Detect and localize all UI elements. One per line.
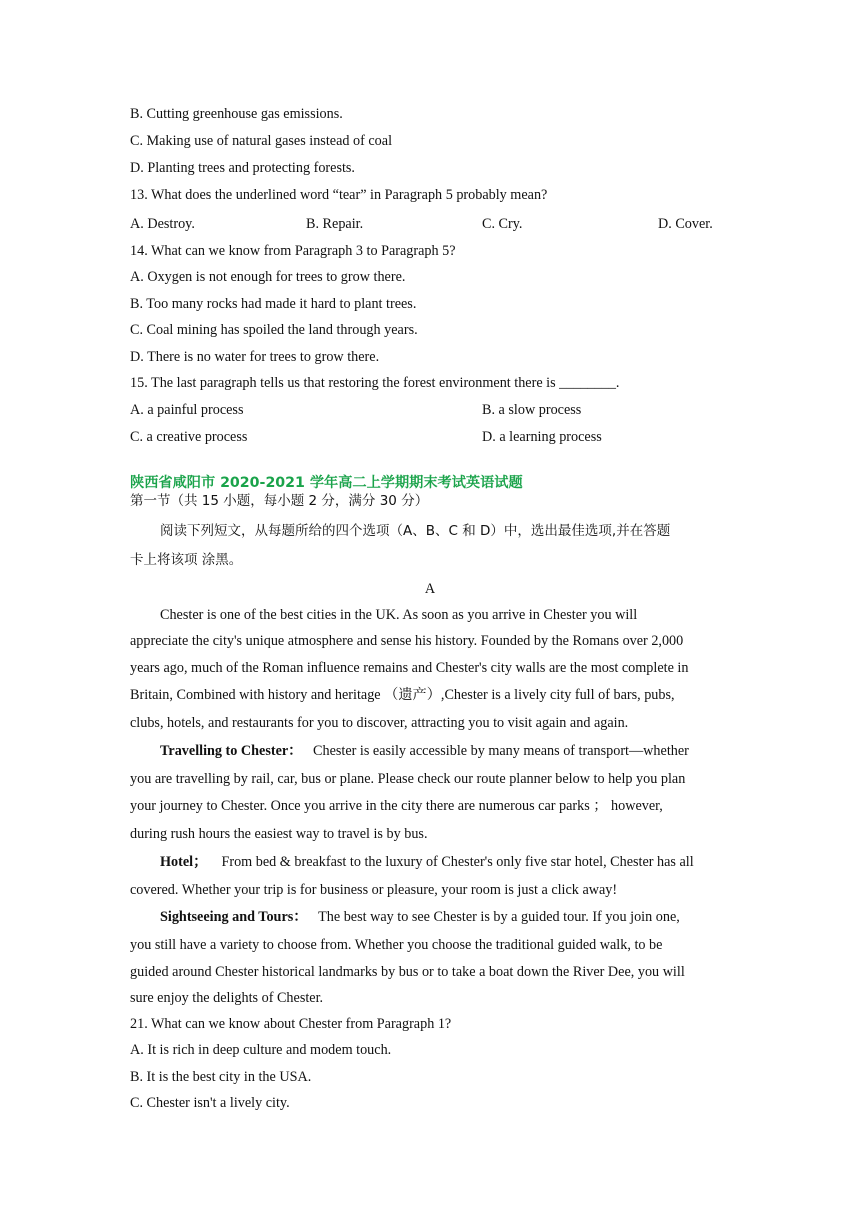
q15-option-d: D. a learning process (482, 429, 602, 445)
question-21: 21. What can we know about Chester from Paragraph 1? (130, 1016, 452, 1032)
paragraph-1-line: clubs, hotels, and restaurants for you to discover, attracting you to visit again and again. (130, 715, 629, 731)
q13-option-b: B. Repair. (306, 216, 364, 232)
sightseeing-line: sure enjoy the delights of Chester. (130, 990, 324, 1006)
q14-option-b: B. Too many rocks had made it hard to plant trees. (130, 296, 417, 312)
q21-option-c: C. Chester isn't a lively city. (130, 1095, 290, 1111)
option-d-12: D. Planting trees and protecting forests. (130, 160, 355, 176)
hotel-heading: Hotel； (160, 854, 208, 870)
question-15: 15. The last paragraph tells us that restoring the forest environment there is ________. (130, 375, 620, 391)
q15-option-c: C. a creative process (130, 429, 248, 445)
travel-line: you are travelling by rail, car, bus or plane. Please check our route planner below to help you plan (130, 771, 686, 787)
hotel-first-line (160, 853, 694, 871)
travel-first-line (160, 742, 689, 760)
q14-option-d: D. There is no water for trees to grow there. (130, 349, 380, 365)
q21-option-a: A. It is rich in deep culture and modem touch. (130, 1042, 392, 1058)
passage-label: A (424, 581, 436, 597)
instructions-line-1: 阅读下列短文，从每题所给的四个选项（A、B、C 和 D）中，选出最佳选项,并在答题 (160, 523, 671, 539)
q13-option-a: A. Destroy. (130, 216, 195, 232)
option-c-12: C. Making use of natural gases instead of coal (130, 133, 393, 149)
sightseeing-heading: Sightseeing and Tours： (160, 909, 308, 925)
hotel-line: From bed & breakfast to the luxury of Chester's only five star hotel, Chester has all (221, 854, 694, 870)
sightseeing-first-line (160, 908, 680, 926)
sightseeing-line: you still have a variety to choose from. Whether you choose the traditional guided walk, to be (130, 937, 663, 953)
hotel-line: covered. Whether your trip is for business or pleasure, your room is just a click away! (130, 882, 618, 898)
q15-option-b: B. a slow process (482, 402, 582, 418)
q14-option-c: C. Coal mining has spoiled the land through years. (130, 322, 418, 338)
question-13: 13. What does the underlined word “tear” in Paragraph 5 probably mean? (130, 187, 548, 203)
travel-line: your journey to Chester. Once you arrive in the city there are numerous car parks ； however, (130, 798, 663, 814)
q13-option-d: D. Cover. (658, 216, 713, 232)
sightseeing-line: The best way to see Chester is by a guided tour. If you join one, (318, 909, 680, 925)
option-b-12: B. Cutting greenhouse gas emissions. (130, 106, 343, 122)
sightseeing-line: guided around Chester historical landmarks by bus or to take a boat down the River Dee, you will (130, 964, 685, 980)
q13-option-c: C. Cry. (482, 216, 523, 232)
travel-line: Chester is easily accessible by many means of transport—whether (313, 743, 689, 759)
paragraph-1-line: Chester is one of the best cities in the UK. As soon as you arrive in Chester you will (160, 607, 638, 623)
question-14: 14. What can we know from Paragraph 3 to Paragraph 5? (130, 243, 456, 259)
paragraph-1-line: years ago, much of the Roman influence remains and Chester's city walls are the most complete in (130, 660, 689, 676)
source-title: 陕西省咸阳市 2020-2021 学年高二上学期期末考试英语试题 (130, 475, 523, 491)
paragraph-1-line: Britain, Combined with history and heritage （遗产）,Chester is a lively city full of bars, pubs, (130, 687, 675, 703)
section-heading: 第一节（共 15 小题，每小题 2 分，满分 30 分） (130, 493, 429, 509)
q14-option-a: A. Oxygen is not enough for trees to grow there. (130, 269, 406, 285)
instructions-line-2: 卡上将该项 涂黑。 (130, 552, 243, 568)
travel-heading: Travelling to Chester： (160, 743, 303, 759)
paragraph-1-line: appreciate the city's unique atmosphere and sense his history. Founded by the Romans over 2,000 (130, 633, 684, 649)
q21-option-b: B. It is the best city in the USA. (130, 1069, 312, 1085)
travel-line: during rush hours the easiest way to travel is by bus. (130, 826, 428, 842)
q15-option-a: A. a painful process (130, 402, 244, 418)
